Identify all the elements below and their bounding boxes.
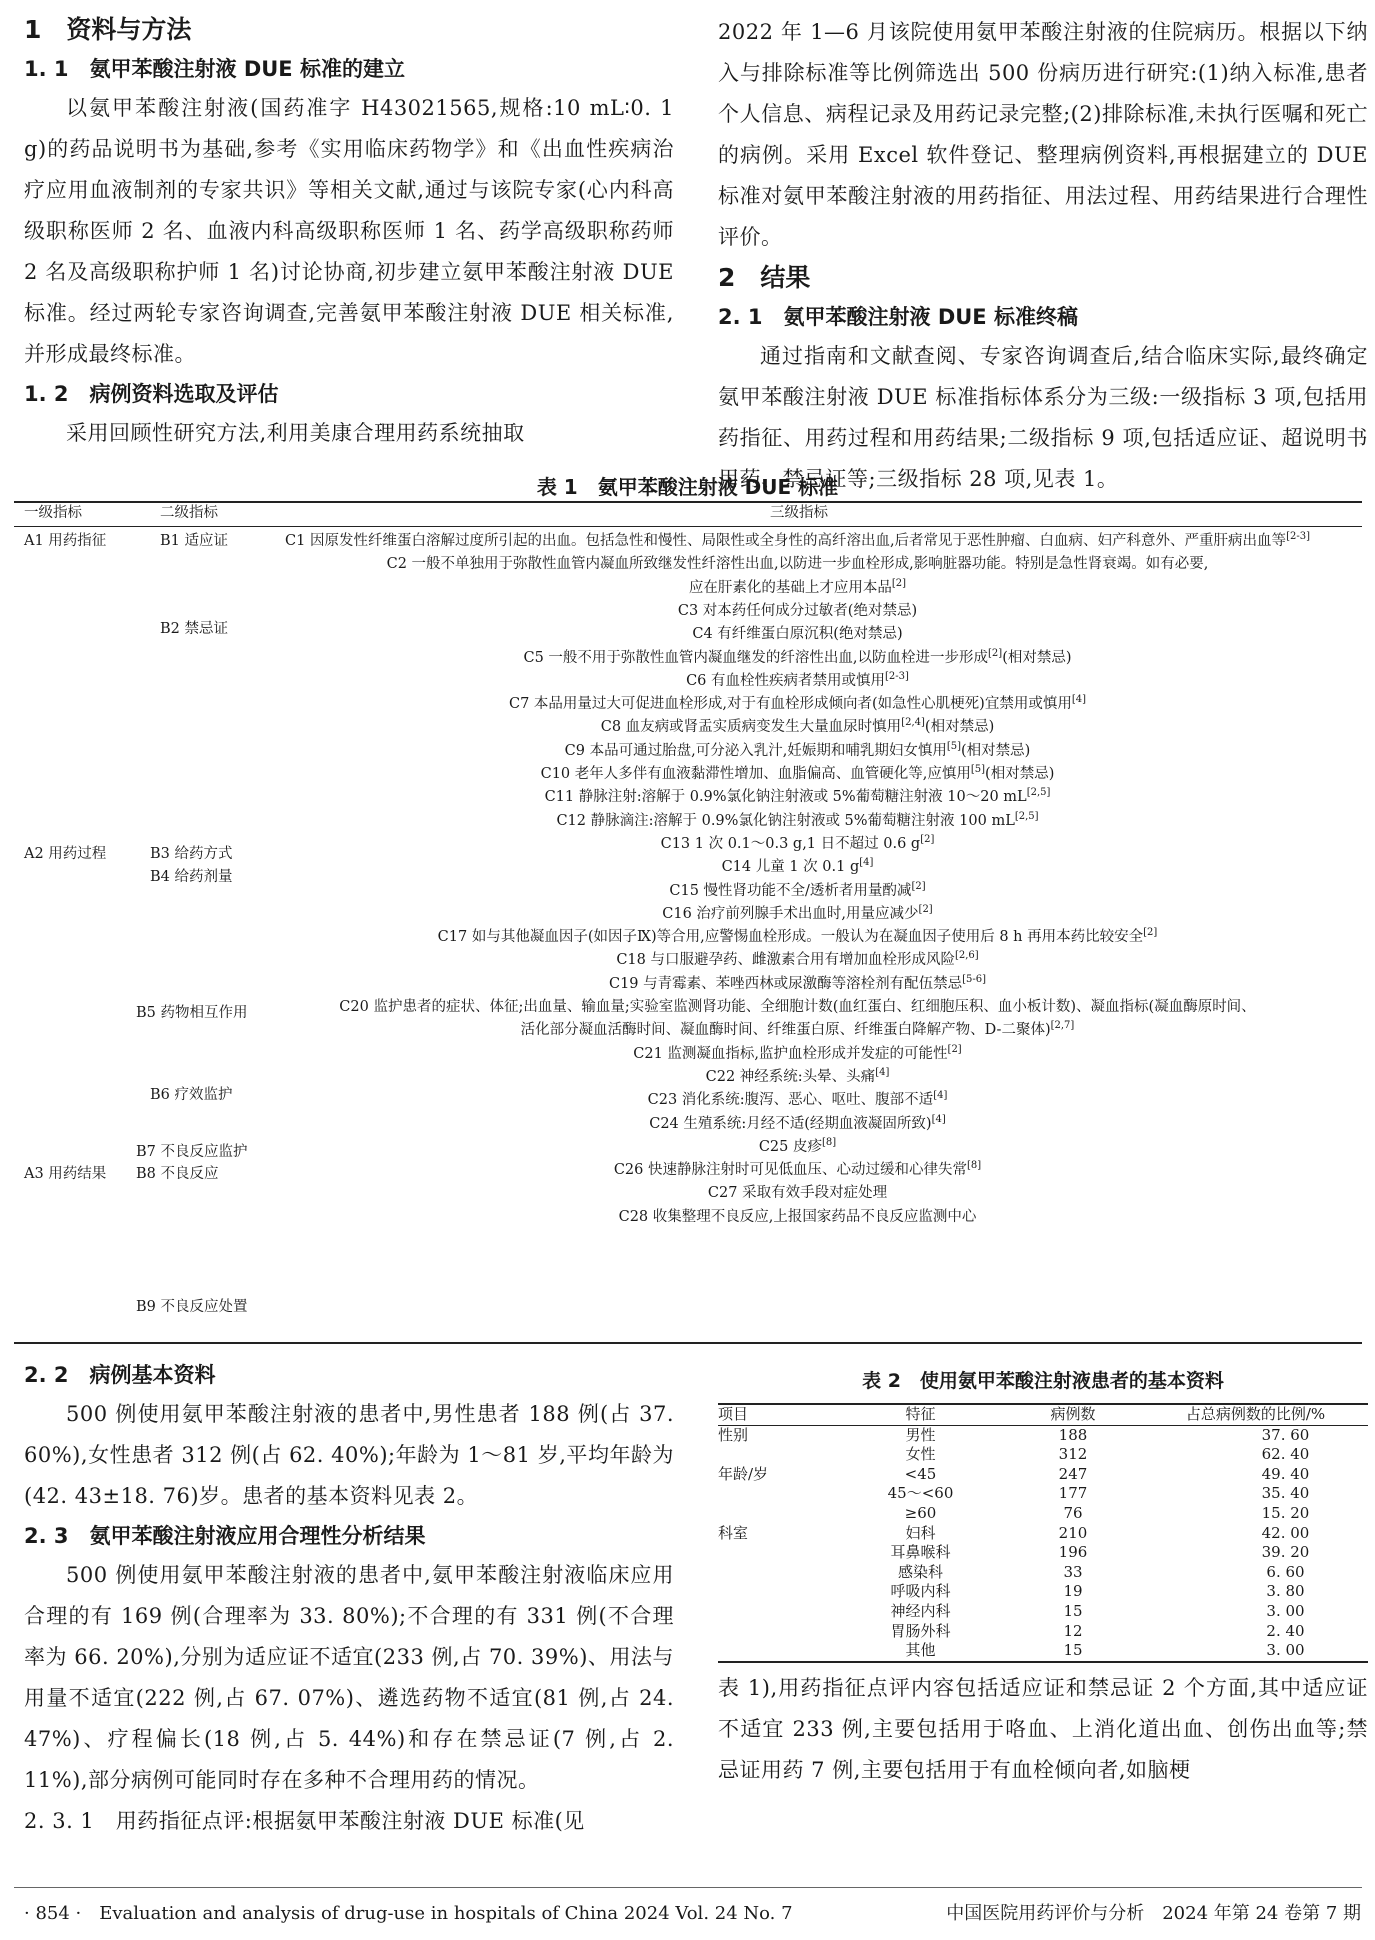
citation-ref: [2,7] <box>1050 1020 1075 1032</box>
citation-ref: [2] <box>891 577 907 589</box>
citation-ref: [2,5] <box>1026 787 1051 799</box>
citation-ref: [5] <box>946 740 961 752</box>
table-1-criterion-row <box>235 833 1360 856</box>
table-cell: 胃肠外科 <box>890 1621 951 1640</box>
criterion-note: (相对禁忌) <box>1002 649 1072 666</box>
table-1-level2-b6: B6 疗效监护 <box>150 1087 233 1103</box>
criterion-text: C27 采取有效手段对症处理 <box>707 1185 888 1202</box>
section-2-heading: 2 结果 <box>718 263 811 292</box>
citation-ref: [8] <box>966 1160 982 1172</box>
table-row <box>718 1543 1368 1563</box>
section-1-heading: 1 资料与方法 <box>24 15 192 44</box>
table-1-criterion-row <box>235 1159 1360 1182</box>
table-cell: 女性 <box>905 1445 936 1464</box>
table-1-criterion-row <box>235 810 1360 833</box>
table-cell: 3. 00 <box>1266 1641 1305 1660</box>
table-cell <box>718 1543 838 1563</box>
table-cell: 其他 <box>905 1641 936 1660</box>
table-2-header-item: 项目 <box>718 1405 749 1423</box>
table-cell: 耳鼻喉科 <box>890 1543 951 1562</box>
table-cell: 49. 40 <box>1261 1464 1310 1483</box>
table-cell: 37. 60 <box>1261 1425 1310 1444</box>
table-1-criterion-row <box>235 553 1360 576</box>
section-2-3-1-cont: 表 1),用药指征点评内容包括适应证和禁忌证 2 个方面,其中适应证不适宜 233 例,主要包括用于咯血、上消化道出血、创伤出血等;禁忌证用药 7 例,主要包括用于有血栓倾向者,如脑梗 <box>718 1676 1368 1782</box>
table-cell: 76 <box>1063 1503 1083 1522</box>
citation-ref: [4] <box>931 1113 946 1125</box>
table-cell: 45～<60 <box>887 1484 954 1503</box>
criterion-note: (相对禁忌) <box>961 742 1031 759</box>
table-1-level2-b8: B8 不良反应 <box>136 1166 219 1182</box>
table-1-criterion-row <box>235 1206 1360 1229</box>
table-1-header-level1: 一级指标 <box>24 505 82 521</box>
table-1-header-level2: 二级指标 <box>160 505 218 521</box>
table-row <box>718 1602 1368 1622</box>
criterion-text: C15 慢性肾功能不全/透析者用量酌减 <box>669 882 912 899</box>
table-1-level2-b7: B7 不良反应监护 <box>136 1144 248 1160</box>
table-cell: 39. 20 <box>1261 1543 1310 1562</box>
section-2-2-body: 500 例使用氨甲苯酸注射液的患者中,男性患者 188 例(占 37. 60%),女性患者 312 例(占 62. 40%);年龄为 1～81 岁,平均年龄为(42. 43±18. 76)岁。患者的基本资料见表 2。 <box>24 1402 674 1508</box>
criterion-text: 活化部分凝血活酶时间、凝血酶时间、纤维蛋白原、纤维蛋白降解产物、D-二聚体) <box>520 1022 1051 1039</box>
table-row <box>718 1445 1368 1465</box>
table-1-bottom-rule <box>14 1342 1362 1344</box>
table-1-level1-a1: A1 用药指征 <box>24 533 107 549</box>
table-cell <box>718 1622 838 1642</box>
table-cell: 感染科 <box>897 1562 943 1581</box>
table-cell: 312 <box>1058 1445 1088 1464</box>
criterion-text: C10 老年人多伴有血液黏滞性增加、血脂偏高、血管硬化等,应慎用 <box>540 766 971 782</box>
citation-ref: [2] <box>920 833 935 845</box>
citation-ref: [2] <box>918 903 933 915</box>
table-1-criterion-row <box>235 1182 1360 1205</box>
right-column-bottom <box>718 1668 1368 1791</box>
citation-ref: [2] <box>988 647 1003 659</box>
table-1-criterion-row <box>235 670 1360 693</box>
table-1-criterion-row <box>235 949 1360 972</box>
table-1-header-level3: 三级指标 <box>770 505 828 521</box>
criterion-text: C9 本品可通过胎盘,可分泌入乳汁,妊娠期和哺乳期妇女慎用 <box>564 742 947 759</box>
section-2-3-heading: 2. 3 氨甲苯酸注射液应用合理性分析结果 <box>24 1524 426 1548</box>
citation-ref: [2,6] <box>954 950 979 962</box>
table-1-level2-b5: B5 药物相互作用 <box>136 1005 248 1021</box>
table-1-criterion-row <box>235 1019 1360 1042</box>
table-row <box>718 1641 1368 1662</box>
table-row <box>718 1465 1368 1485</box>
criterion-note: (相对禁忌) <box>985 766 1055 782</box>
criterion-text: C8 血友病或肾盂实质病变发生大量血尿时慎用 <box>600 719 902 736</box>
table-1-criterion-row <box>235 577 1360 600</box>
table-cell: 妇科 <box>905 1523 936 1542</box>
table-cell <box>718 1563 838 1583</box>
table-1-criterion-row <box>235 786 1360 809</box>
table-cell: <45 <box>904 1464 937 1483</box>
table-cell <box>718 1445 838 1465</box>
citation-ref: [2,4] <box>901 717 925 729</box>
table-1-level2-b3: B3 给药方式 <box>150 846 233 862</box>
table-cell: 33 <box>1063 1562 1083 1581</box>
table-1-criterion-row <box>235 1136 1360 1159</box>
section-2-1-heading: 2. 1 氨甲苯酸注射液 DUE 标准终稿 <box>718 305 1078 329</box>
criterion-text: C11 静脉注射:溶解于 0.9%氯化钠注射液或 5%葡萄糖注射液 10～20 mL <box>544 789 1027 806</box>
table-row <box>718 1582 1368 1602</box>
table-row <box>718 1622 1368 1642</box>
left-column-bottom <box>24 1356 674 1842</box>
criterion-text: C28 收集整理不良反应,上报国家药品不良反应监测中心 <box>618 1208 977 1225</box>
table-1-criterion-row <box>235 926 1360 949</box>
criterion-text: C3 对本药任何成分过敏者(绝对禁忌) <box>677 602 918 619</box>
citation-ref: [2-3] <box>1286 531 1310 542</box>
section-2-3-body: 500 例使用氨甲苯酸注射液的患者中,氨甲苯酸注射液临床应用合理的有 169 例(合理率为 33. 80%);不合理的有 331 例(不合理率为 66. 20%),分别为适应证不适宜(233 例,占 70. 39%)、用法与用量不适宜(222 例,占 67. 07%)、遴选药物不适宜(81 例,占 24. 47%)、疗程偏长(18 例,占 5. 44%)和存在禁忌证(7 例,占 2. 11%),部分病例可能同时存在多种不合理用药的情况。 <box>24 1563 674 1792</box>
citation-ref: [2] <box>911 880 926 892</box>
criterion-text: C13 1 次 0.1～0.3 g,1 日不超过 0.6 g <box>660 835 921 852</box>
section-1-2-body-cont: 2022 年 1—6 月该院使用氨甲苯酸注射液的住院病历。根据以下纳入与排除标准等比例筛选出 500 份病历进行研究:(1)纳入标准,患者个人信息、病程记录及用药记录完整;(2)排除标准,未执行医嘱和死亡的病例。采用 Excel 软件登记、整理病例资料,再根据建立的 DUE 标准对氨甲苯酸注射液的用药指征、用法过程、用药结果进行合理性评价。 <box>718 20 1368 249</box>
table-1-criterion-row <box>235 1089 1360 1112</box>
right-column-top <box>718 12 1368 500</box>
criterion-text: 应在肝素化的基础上才应用本品 <box>688 579 892 596</box>
table-2-body <box>718 1425 1368 1662</box>
criterion-text: C22 神经系统:头晕、头痛 <box>705 1068 876 1085</box>
table-row <box>718 1484 1368 1504</box>
table-1-level2-b1: B1 适应证 <box>160 533 228 549</box>
table-cell <box>718 1602 838 1622</box>
criterion-text: C25 皮疹 <box>758 1138 822 1155</box>
citation-ref: [4] <box>875 1066 890 1078</box>
section-1-2-heading: 1. 2 病例资料选取及评估 <box>24 382 279 406</box>
citation-ref: [4] <box>1071 694 1087 706</box>
table-cell <box>718 1641 838 1662</box>
table-cell: 42. 00 <box>1261 1523 1310 1542</box>
table-2-header-feature: 特征 <box>905 1405 936 1423</box>
table-cell: 6. 60 <box>1266 1562 1305 1581</box>
table-1-caption: 表 1 氨甲苯酸注射液 DUE 标准 <box>536 475 839 499</box>
criterion-text: C23 消化系统:腹泻、恶心、呕吐、腹部不适 <box>647 1092 934 1109</box>
criterion-text: C7 本品用量过大可促进血栓形成,对于有血栓形成倾向者(如急性心肌梗死)宜禁用或慎用 <box>508 696 1072 713</box>
citation-ref: [5] <box>970 764 986 775</box>
citation-ref: [8] <box>821 1136 837 1148</box>
table-cell: 科室 <box>718 1523 749 1542</box>
table-cell: 35. 40 <box>1261 1484 1310 1503</box>
table-cell: 3. 00 <box>1266 1601 1305 1620</box>
table-2-header-count: 病例数 <box>1050 1405 1096 1423</box>
table-1-level2-b2: B2 禁忌证 <box>160 621 228 637</box>
footer-right: 中国医院用药评价与分析 2024 年第 24 卷第 7 期 <box>946 1903 1361 1924</box>
table-cell: 62. 40 <box>1261 1445 1310 1464</box>
section-1-1-heading: 1. 1 氨甲苯酸注射液 DUE 标准的建立 <box>24 57 405 81</box>
table-1-level2-b9: B9 不良反应处置 <box>136 1299 248 1315</box>
table-1-criterion-row <box>235 856 1360 879</box>
table-cell: 15. 20 <box>1261 1503 1310 1522</box>
citation-ref: [4] <box>933 1090 948 1102</box>
table-1-criterion-row <box>235 693 1360 716</box>
criterion-text: C5 一般不用于弥散性血管内凝血继发的纤溶性出血,以防血栓进一步形成 <box>523 649 989 666</box>
table-cell: ≥60 <box>904 1503 937 1522</box>
section-2-2-heading: 2. 2 病例基本资料 <box>24 1363 216 1387</box>
table-cell: 188 <box>1058 1425 1088 1444</box>
table-1-criterion-row <box>235 530 1360 553</box>
table-1-criterion-row <box>235 1043 1360 1066</box>
table-cell: 247 <box>1058 1464 1088 1483</box>
citation-ref: [2-3] <box>885 670 909 682</box>
table-2-caption: 表 2 使用氨甲苯酸注射液患者的基本资料 <box>862 1370 1224 1392</box>
footer-left: · 854 · Evaluation and analysis of drug-use in hospitals of China 2024 Vol. 24 No. 7 <box>24 1903 793 1924</box>
table-cell: 19 <box>1063 1582 1083 1601</box>
table-cell <box>718 1582 838 1602</box>
table-1-criterion-row <box>235 1113 1360 1136</box>
table-row <box>718 1504 1368 1524</box>
table-row <box>718 1563 1368 1583</box>
table-cell: 2. 40 <box>1266 1621 1305 1640</box>
footer-rule <box>14 1887 1362 1888</box>
table-1-criterion-row <box>235 996 1360 1019</box>
criterion-text: C2 一般不单独用于弥散性血管内凝血所致继发性纤溶性出血,以防进一步血栓形成,影响脏器功能。特别是急性肾衰竭。如有必要, <box>386 556 1209 573</box>
criterion-text: C4 有纤维蛋白原沉积(绝对禁忌) <box>692 626 903 643</box>
criterion-text: C24 生殖系统:月经不适(经期血液凝固所致) <box>649 1115 932 1132</box>
table-1-criterion-row <box>235 880 1360 903</box>
citation-ref: [5-6] <box>962 973 987 985</box>
table-row <box>718 1524 1368 1544</box>
table-1-criterion-row <box>235 600 1360 623</box>
table-1-level1-a3: A3 用药结果 <box>24 1166 107 1182</box>
criterion-text: C12 静脉滴注:溶解于 0.9%氯化钠注射液或 5%葡萄糖注射液 100 mL <box>556 812 1015 829</box>
table-cell: 呼吸内科 <box>890 1582 951 1601</box>
table-2-header-ratio: 占总病例数的比例/% <box>1185 1405 1326 1423</box>
criterion-text: C20 监护患者的症状、体征;出血量、输血量;实验室监测肾功能、全细胞计数(血红蛋白、红细胞压积、血小板计数)、凝血指标(凝血酶原时间、 <box>339 999 1256 1015</box>
section-2-1-body: 通过指南和文献查阅、专家咨询调查后,结合临床实际,最终确定氨甲苯酸注射液 DUE 标准指标体系分为三级:一级指标 3 项,包括用药指征、用药过程和用药结果;二级指标 9 项,包括适应证、超说明书用药、禁忌证等;三级指标 28 项,见表 1。 <box>718 344 1368 491</box>
table-row <box>718 1425 1368 1445</box>
section-1-2-body-start: 采用回顾性研究方法,利用美康合理用药系统抽取 <box>66 421 525 445</box>
table-1-criterion-row <box>235 973 1360 996</box>
table-cell: 男性 <box>905 1425 936 1444</box>
table-cell: 12 <box>1063 1621 1083 1640</box>
criterion-text: C6 有血栓性疾病者禁用或慎用 <box>686 672 886 689</box>
table-1-criterion-row <box>235 716 1360 739</box>
table-cell: 神经内科 <box>890 1601 951 1620</box>
citation-ref: [4] <box>859 857 874 869</box>
citation-ref: [2,5] <box>1014 810 1039 822</box>
table-1-criterion-row <box>235 903 1360 926</box>
table-cell <box>718 1484 838 1504</box>
citation-ref: [2] <box>947 1043 962 1055</box>
table-cell: 15 <box>1063 1601 1083 1620</box>
table-1-criterion-row <box>235 1066 1360 1089</box>
table-cell: 性别 <box>718 1425 749 1444</box>
table-1-criterion-row <box>235 740 1360 763</box>
table-2 <box>718 1403 1368 1663</box>
table-cell <box>718 1504 838 1524</box>
table-1-criterion-row <box>235 623 1360 646</box>
section-1-1-body: 以氨甲苯酸注射液(国药准字 H43021565,规格:10 mL∶0. 1 g)的药品说明书为基础,参考《实用临床药物学》和《出血性疾病治疗应用血液制剂的专家共识》等相关文献,通过与该院专家(心内科高级职称医师 2 名、血液内科高级职称医师 1 名、药学高级职称药师 2 名及高级职称护师 1 名)讨论协商,初步建立氨甲苯酸注射液 DUE 标准。经过两轮专家咨询调查,完善氨甲苯酸注射液 DUE 相关标准,并形成最终标准。 <box>24 96 674 366</box>
criterion-text: C19 与青霉素、苯唑西林或尿激酶等溶栓剂有配伍禁忌 <box>608 975 963 992</box>
table-1-level2-b4: B4 给药剂量 <box>150 869 233 885</box>
criterion-text: C18 与口服避孕药、雌激素合用有增加血栓形成风险 <box>616 952 955 969</box>
criterion-text: C26 快速静脉注射时可见低血压、心动过缓和心律失常 <box>613 1162 967 1179</box>
table-1-criterion-row <box>235 763 1360 786</box>
criterion-text: C1 因原发性纤维蛋白溶解过度所引起的出血。包括急性和慢性、局限性或全身性的高纤溶出血,后者常见于恶性肿瘤、白血病、妇产科意外、严重肝病出血等 <box>285 533 1287 549</box>
table-1-level1-a2: A2 用药过程 <box>24 846 107 862</box>
left-column-top <box>24 10 674 454</box>
table-cell: 3. 80 <box>1266 1582 1305 1601</box>
table-cell: 15 <box>1063 1641 1083 1660</box>
section-2-3-1-start: 2. 3. 1 用药指征点评:根据氨甲苯酸注射液 DUE 标准(见 <box>24 1809 585 1833</box>
citation-ref: [2] <box>1143 927 1158 939</box>
table-cell: 210 <box>1058 1523 1088 1542</box>
criterion-text: C14 儿童 1 次 0.1 g <box>721 859 860 876</box>
table-1-header-rule <box>14 526 1362 527</box>
table-cell: 177 <box>1058 1484 1088 1503</box>
table-1-criterion-row <box>235 647 1360 670</box>
criterion-text: C17 如与其他凝血因子(如因子Ⅸ)等合用,应警惕血栓形成。一般认为在凝血因子使用后 8 h 再用本药比较安全 <box>437 929 1144 946</box>
criterion-text: C16 治疗前列腺手术出血时,用量应减少 <box>662 905 919 922</box>
table-cell: 年龄/岁 <box>718 1464 769 1483</box>
table-cell: 196 <box>1058 1543 1088 1562</box>
criterion-note: (相对禁忌) <box>924 719 995 736</box>
criterion-text: C21 监测凝血指标,监护血栓形成并发症的可能性 <box>633 1045 948 1062</box>
